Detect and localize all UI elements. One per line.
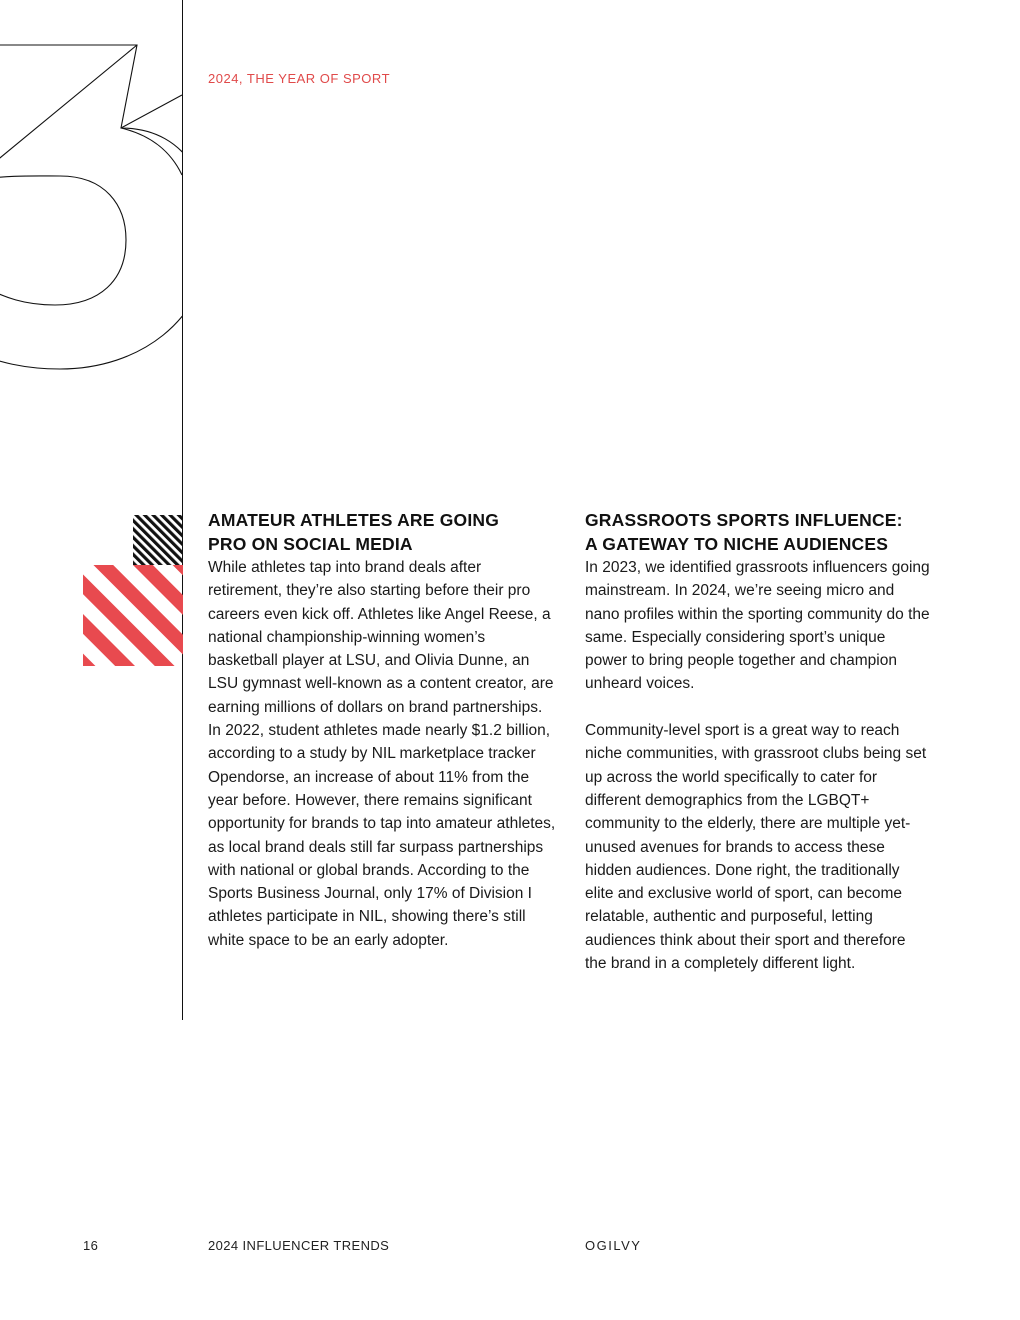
publication-title: 2024 INFLUENCER TRENDS [208,1238,390,1253]
section-kicker: 2024, THE YEAR OF SPORT [208,71,391,86]
left-heading-line1: AMATEUR ATHLETES ARE GOING [208,510,500,530]
red-striped-square [83,565,183,666]
right-article-paragraph-2: Community-level sport is a great way to reach niche communities, with grassroot clubs being set up across the world specifically to cater for different demographics from the LGBQT+ community to the elderly, there are multiple yet-unused avenues for brands to access these hidden audiences. Done right, the traditionally elite and exclusive world of sport, can become relatable, authentic and purposeful, letting audiences think about their sport and therefore the brand in a completely different light. [585,722,927,973]
section-number-three [0,0,184,380]
left-heading-line2: PRO ON SOCIAL MEDIA [208,534,413,554]
black-striped-square [133,515,183,565]
left-article-body: While athletes tap into brand deals after retirement, they’re also starting before their pro careers even kick off. Athletes like Angel Reese, a national championship-winning women’s basketball player at LSU, and Olivia Dunne, an LSU gymnast well-known as a content creator, are earning millions of dollars on brand partnerships. In 2022, student athletes made nearly $1.2 billion, according to a study by NIL marketplace tracker Opendorse, an increase of about 11% from the year before. However, there remains significant opportunity for brands to tap into amateur athletes, as local brand deals still far surpass partnerships with national or global brands. According to the Sports Business Journal, only 17% of Division I athletes participate in NIL, showing there’s still white space to be an early adopter. [208,559,556,949]
striped-decoration [83,515,183,667]
right-article-paragraph-1: In 2023, we identified grassroots influencers going mainstream. In 2024, we’re seeing micro and nano profiles within the sporting community do the same. Especially considering sport’s unique power to bring people together and champion unheard voices. [585,559,930,693]
brand-name: OGILVY [585,1238,642,1253]
vertical-divider [182,0,183,1020]
right-article [585,508,930,975]
right-article-heading [585,508,930,556]
right-heading-line2: A GATEWAY TO NICHE AUDIENCES [585,534,889,554]
page-number: 16 [83,1238,99,1253]
left-article [208,508,558,952]
left-article-heading [208,508,558,556]
right-heading-line1: GRASSROOTS SPORTS INFLUENCE: [585,510,903,530]
